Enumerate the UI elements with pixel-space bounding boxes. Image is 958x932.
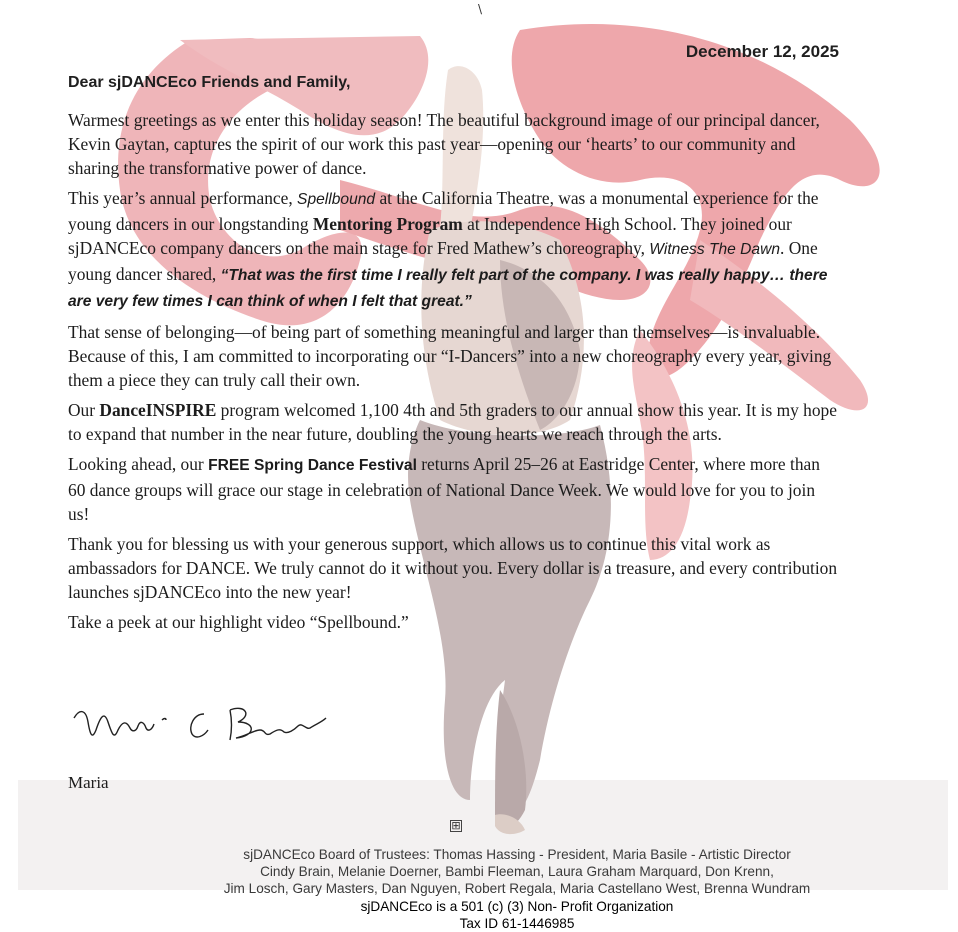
- footer-line-3: Jim Losch, Gary Masters, Dan Nguyen, Robert Regala, Maria Castellano West, Brenna Wundram: [223, 881, 811, 896]
- p4-text-a: Our: [68, 400, 100, 420]
- mentoring-program: Mentoring Program: [312, 214, 463, 234]
- choreography-title: Witness The Dawn: [649, 241, 781, 258]
- table-move-handle-icon[interactable]: ⊞: [451, 819, 461, 832]
- p5-text-a: Looking ahead, our: [68, 454, 209, 474]
- footer-line-1: sjDANCEco Board of Trustees: Thomas Hassing - President, Maria Basile - Artistic Director: [243, 847, 791, 862]
- p4-text-c: program welcomed 1,100 4th and 5th graders to our annual show this year. It is my hope to expand that number in the near future, doubling the young hearts we reach through the arts.: [68, 400, 837, 444]
- salutation: Dear sjDANCEco Friends and Family,: [68, 74, 351, 91]
- p5-text-c: returns April 25–26 at Eastridge Center, where more than 60 dance groups will grace our stage in celebration of National Dance Week. We would love for you to join us!: [68, 454, 820, 524]
- paragraph-danceinspire: [68, 398, 840, 446]
- p2-text-a: This year’s annual performance,: [68, 188, 298, 208]
- paragraph-belonging: That sense of belonging—of being part of something meaningful and larger than themselves—is invaluable. Because of this, I am committed to incorporating our “I-Dancers” into a new choreography every year, giving them a piece they can truly call their own.: [68, 322, 832, 390]
- board-of-trustees: [0, 846, 958, 897]
- dancer-quote: “That was the first time I really felt part of the company. I was really happy… there are very few times I can think of when I felt that great.”: [68, 267, 828, 310]
- top-mark: \: [478, 2, 483, 16]
- letter-body: [68, 108, 840, 640]
- show-title-spellbound: Spellbound: [297, 191, 376, 208]
- nonprofit-info: [0, 898, 958, 932]
- spring-festival: FREE Spring Dance Festival: [208, 457, 417, 474]
- footer-line-4: sjDANCEco is a 501 (c) (3) Non- Profit Organization: [360, 899, 674, 914]
- paragraph-video: Take a peek at our highlight video “Spellbound.”: [68, 612, 409, 632]
- paragraph-greeting: Warmest greetings as we enter this holiday season! The beautiful background image of our principal dancer, Kevin Gaytan, captures the spirit of our work this past year—opening our ‘hearts’ to our community and sharing the transformative power of dance.: [68, 110, 820, 178]
- p2-text-c: at the California Theatre, was a monumental experience for the young dancers in our longstanding: [68, 188, 819, 234]
- paragraph-festival: [68, 452, 840, 526]
- letter-date: December 12, 2025: [685, 42, 839, 61]
- danceinspire-program: DanceINSPIRE: [99, 400, 217, 420]
- handwritten-signature: [70, 700, 330, 748]
- signer-name: Maria: [68, 773, 109, 792]
- footer-line-5: Tax ID 61-1446985: [459, 916, 575, 931]
- p2-text-e: at Independence High School. They joined our sjDANCEco company dancers on the main stage for Fred Mathew’s choreography,: [68, 214, 792, 258]
- footer-line-2: Cindy Brain, Melanie Doerner, Bambi Fleeman, Laura Graham Marquard, Don Krenn,: [260, 864, 774, 879]
- paragraph-thanks: Thank you for blessing us with your generous support, which allows us to continue this vital work as ambassadors for DANCE. We truly cannot do it without you. Every dollar is a treasure, and every contribution launches sjDANCEco into the new year!: [68, 534, 838, 602]
- p2-text-g: . One young dancer shared,: [68, 238, 818, 284]
- paragraph-performance: [68, 186, 840, 314]
